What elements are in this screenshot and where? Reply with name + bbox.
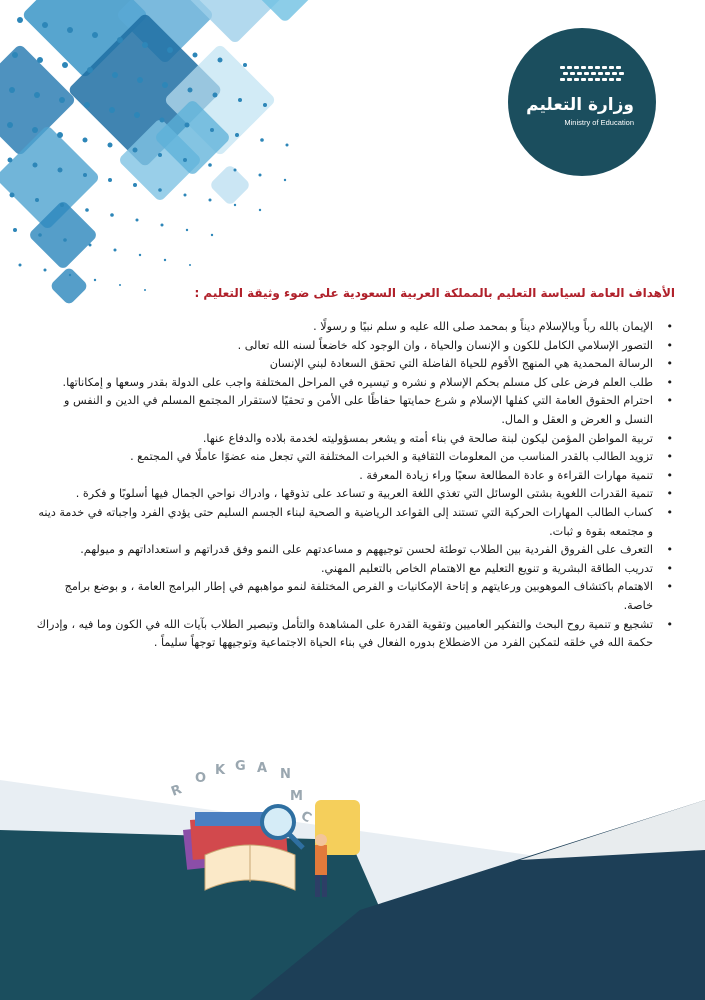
page-heading: الأهداف العامة لسياسة التعليم بالمملكة العربية السعودية على ضوء وثيقة التعليم : <box>194 286 675 300</box>
goal-text: التصور الإسلامي الكامل للكون و الإنسان والحياة ، وان الوجود كله خاضعاً لسنه الله تعالى . <box>237 338 653 352</box>
bullet-icon: • <box>666 561 673 575</box>
goal-text: تزويد الطالب بالقدر المناسب من المعلومات الثقافية و الخبرات المختلفة التي تجعل منه عضوًا عاملًا في المجتمع . <box>130 450 653 464</box>
goal-item <box>35 578 675 615</box>
bullet-icon: • <box>666 487 673 501</box>
bullet-icon: • <box>666 357 673 371</box>
bullet-icon: • <box>666 338 673 352</box>
goal-item <box>35 541 675 560</box>
bullet-icon: • <box>666 320 673 333</box>
goal-item <box>35 448 675 467</box>
goal-text: تنمية القدرات اللغوية بشتى الوسائل التي تغذي اللغة العربية و تساعد على تذوقها ، وادراك نواحي الجمال فيها أسلوبًا و فكرة . <box>75 487 653 501</box>
goal-item <box>35 337 675 356</box>
goal-item <box>35 392 675 429</box>
goal-text: تشجيع و تنمية روح البحث والتفكير العاميين وتقوية القدرة على المشاهدة والتأمل وتبصير الطلاب بآيات الله في الكون وما فيه ، وإدراك حكمة الله في خلقه لتمكين الفرد من الاضطلاع بدوره الفعال في بناء الحياة الاجتماعية وتوجيهها توجهاً سليماً . <box>36 617 653 650</box>
goal-text: الإيمان بالله رباً وبالإسلام ديناً و بمحمد صلى الله عليه و سلم نبيًا و رسولًا . <box>313 320 653 333</box>
goal-item <box>35 430 675 449</box>
goal-item <box>35 504 675 541</box>
goal-text: كساب الطالب المهارات الحركية التي تستند إلى القواعد الرياضية و الصحية لبناء الجسم السليم حتى يؤدي الفرد واجباته في خدمة دينه و مجتمعه بقوة و ثبات. <box>38 505 653 538</box>
goal-text: طلب العلم فرض على كل مسلم بحكم الإسلام و نشره و تيسيره في المراحل المختلفة واجب على الدولة بقدر وسعها و إمكاناتها. <box>62 375 653 389</box>
goal-item <box>35 355 675 374</box>
bullet-icon: • <box>666 580 673 594</box>
bullet-icon: • <box>666 617 673 631</box>
bullet-icon: • <box>666 450 673 464</box>
ministry-logo <box>508 28 656 176</box>
goal-text: الرسالة المحمدية هي المنهج الأقوم للحياة الفاضلة التي تحقق السعادة لبني الإنسان <box>269 357 653 371</box>
svg-text:R: R <box>169 782 184 800</box>
bullet-icon: • <box>666 394 673 408</box>
goal-item <box>35 560 675 579</box>
goal-text: الاهتمام باكتشاف الموهوبين ورعايتهم و إتاحة الإمكانيات و الفرص المختلفة لنمو مواهبهم في إطار البرامج العامة ، و بوضع برامج خاصة. <box>64 580 653 612</box>
svg-text:M: M <box>290 789 303 804</box>
goal-item <box>35 467 675 486</box>
ministry-name-arabic: وزارة التعليم <box>526 95 634 115</box>
goal-item <box>35 374 675 393</box>
goal-item <box>35 485 675 504</box>
svg-text:G: G <box>235 760 246 774</box>
goal-text: تدريب الطاقة البشرية و تنويع التعليم مع الاهتمام الخاص بالتعليم المهني. <box>320 561 653 575</box>
svg-text:N: N <box>280 767 291 782</box>
goals-list <box>35 318 675 653</box>
ministry-dots-logo-icon <box>560 62 626 84</box>
bullet-icon: • <box>666 375 673 389</box>
svg-text:C: C <box>298 808 314 827</box>
goal-text: احترام الحقوق العامة التي كفلها الإسلام و شرع حمايتها حفاظًا على الأمن و تحقيًا لاستقرار المجتمع المسلم في الدين و النفس و النسل و العرض و العقل و المال. <box>64 394 653 426</box>
goal-item <box>35 318 675 337</box>
svg-text:K: K <box>215 763 226 778</box>
svg-text:A: A <box>257 761 268 776</box>
bullet-icon: • <box>666 468 673 482</box>
goal-item <box>35 616 675 653</box>
decor-dot-pattern <box>0 0 360 320</box>
goal-text: تربية المواطن المؤمن ليكون لبنة صالحة في بناء أمته و يشعر بمسؤوليته لخدمة بلاده والدفاع عنها. <box>202 431 653 445</box>
ministry-name-english: Ministry of Education <box>564 118 634 127</box>
goal-text: تنمية مهارات القراءة و عادة المطالعة سعيًا وراء زيادة المعرفة . <box>359 468 653 482</box>
bullet-icon: • <box>666 431 673 445</box>
books-magnifier-illustration-icon <box>165 760 365 910</box>
svg-text:O: O <box>195 771 207 786</box>
goal-text: التعرف على الفروق الفردية بين الطلاب توطئة لحسن توجيههم و مساعدتهم على النمو وفق قدراتهم و استعداداتهم و ميولهم. <box>80 543 653 557</box>
bullet-icon: • <box>666 543 673 557</box>
bullet-icon: • <box>666 505 673 519</box>
